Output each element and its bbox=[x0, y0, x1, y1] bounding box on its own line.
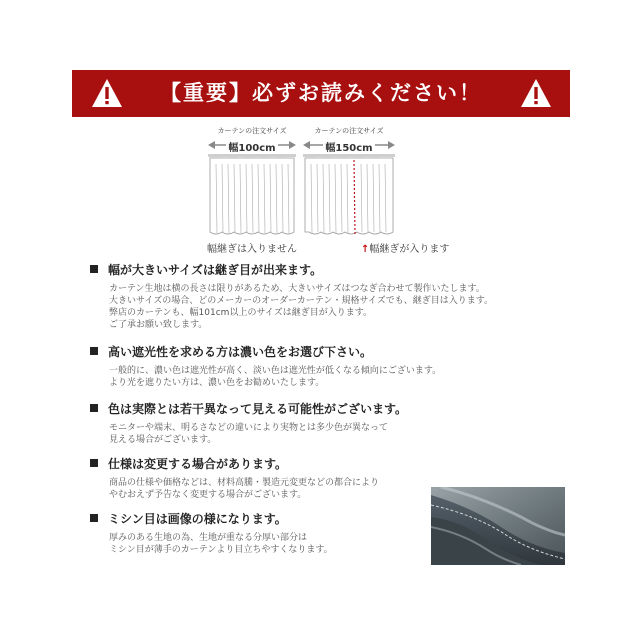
curtain-drawing bbox=[208, 154, 296, 238]
notice-section-seam bbox=[90, 262, 570, 331]
important-banner bbox=[72, 70, 570, 117]
bullet-square-icon bbox=[90, 514, 98, 522]
section-line: ミシン目が薄手のカーテンより目立ちやすくなります。 bbox=[109, 545, 333, 555]
size-caption: カーテンの注文サイズ bbox=[217, 127, 287, 135]
width-label: 幅150cm bbox=[325, 143, 373, 154]
bullet-square-icon bbox=[90, 347, 98, 355]
width-indicator bbox=[303, 138, 395, 152]
section-line: やむおえず予告なく変更する場合がございます。 bbox=[109, 490, 307, 500]
width-label: 幅100cm bbox=[228, 143, 276, 154]
section-heading: 幅が大きいサイズは継ぎ目が出来ます。 bbox=[108, 263, 323, 277]
notice-section-color bbox=[90, 401, 570, 446]
section-line: 大きいサイズの場合、どのメーカーのオーダーカーテン・規格サイズでも、継ぎ目は入ります。 bbox=[109, 296, 494, 306]
section-heading: 色は実際とは若干異なって見える可能性がございます。 bbox=[108, 402, 408, 416]
bullet-square-icon bbox=[90, 265, 98, 273]
section-line: 厚みのある生地の為、生地が重なる分厚い部分は bbox=[109, 533, 308, 543]
seam-note-added bbox=[361, 240, 449, 255]
fabric-stitch-photo bbox=[431, 487, 565, 565]
section-line: モニターや端末、明るさなどの違いにより実物とは多少色が異なって bbox=[109, 423, 389, 433]
size-caption: カーテンの注文サイズ bbox=[314, 127, 384, 135]
notice-section-blackout bbox=[90, 344, 570, 389]
up-arrow-icon: ↑ bbox=[361, 244, 370, 255]
bullet-square-icon bbox=[90, 404, 98, 412]
curtain-diagram-100 bbox=[208, 126, 296, 238]
curtain-drawing bbox=[303, 154, 395, 238]
section-line: カーテン生地は横の長さは限りがあるため、大きいサイズはつなぎ合わせて製作いたします。 bbox=[109, 284, 485, 294]
bullet-square-icon bbox=[90, 459, 98, 467]
section-line: 見える場合がございます。 bbox=[109, 435, 217, 445]
section-heading: 仕様は変更する場合があります。 bbox=[108, 457, 288, 471]
section-line: 商品の仕様や価格などは、材料高騰・製造元変更などの都合により bbox=[109, 478, 380, 488]
section-heading: ミシン目は画像の様になります。 bbox=[108, 512, 287, 526]
warning-icon bbox=[91, 78, 123, 108]
warning-icon bbox=[520, 78, 552, 108]
seam-note-text: 幅継ぎが入ります bbox=[369, 244, 450, 255]
section-line: より光を遮りたい方は、濃い色をお勧めいたします。 bbox=[109, 378, 325, 388]
section-heading: 高い遮光性を求める方は濃い色をお選び下さい。 bbox=[108, 345, 373, 359]
section-line: 一般的に、濃い色は遮光性が高く、淡い色は遮光性が低くなる傾向にございます。 bbox=[109, 366, 442, 376]
curtain-diagram-150 bbox=[303, 126, 395, 238]
section-line: 弊店のカーテンも、幅101cm以上のサイズは継ぎ目が入ります。 bbox=[109, 308, 373, 318]
banner-title: 【重要】必ずお読みください！ bbox=[160, 81, 482, 105]
width-indicator bbox=[208, 138, 296, 152]
seam-note-none: 幅継ぎは入りません bbox=[207, 244, 297, 255]
section-line: ご了承お願い致します。 bbox=[109, 320, 208, 330]
